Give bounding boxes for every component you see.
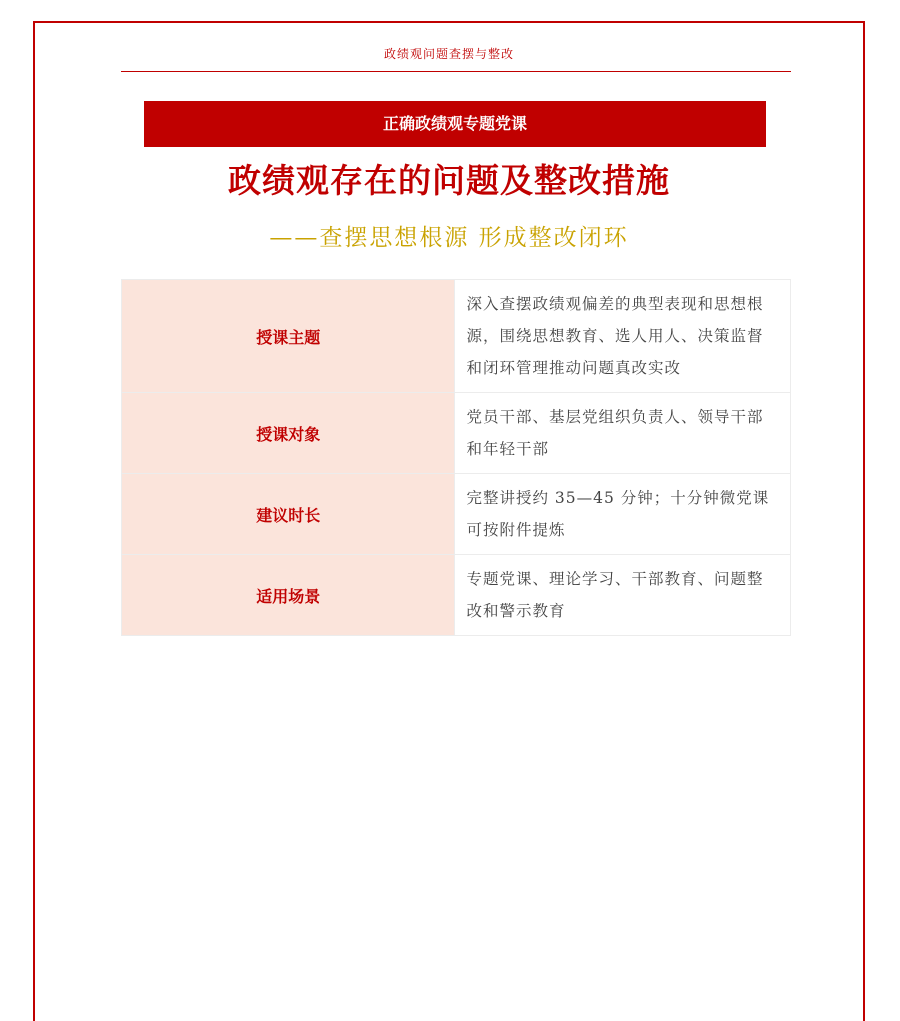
table-row — [122, 393, 791, 474]
row-value: 党员干部、基层党组织负责人、领导干部和年轻干部 — [455, 393, 791, 474]
page-subtitle: ——查摆思想根源 形成整改闭环 — [269, 225, 629, 251]
running-header: 政绩观问题查摆与整改 — [383, 47, 514, 61]
page-title: 政绩观存在的问题及整改措施 — [228, 161, 670, 200]
table-row — [122, 280, 791, 393]
header-divider — [121, 71, 791, 72]
row-value: 专题党课、理论学习、干部教育、问题整改和警示教育 — [455, 555, 791, 636]
row-value: 深入查摆政绩观偏差的典型表现和思想根源，围绕思想教育、选人用人、决策监督和闭环管理推动问题真改实改 — [455, 280, 791, 393]
table-row — [122, 474, 791, 555]
table-row — [122, 555, 791, 636]
row-label: 适用场景 — [122, 555, 455, 636]
row-value: 完整讲授约 35—45 分钟；十分钟微党课可按附件提炼 — [455, 474, 791, 555]
page-frame — [33, 21, 865, 1021]
row-label: 建议时长 — [122, 474, 455, 555]
row-label: 授课对象 — [122, 393, 455, 474]
banner: 正确政绩观专题党课 — [144, 101, 766, 147]
row-label: 授课主题 — [122, 280, 455, 393]
course-info-table — [121, 279, 791, 636]
